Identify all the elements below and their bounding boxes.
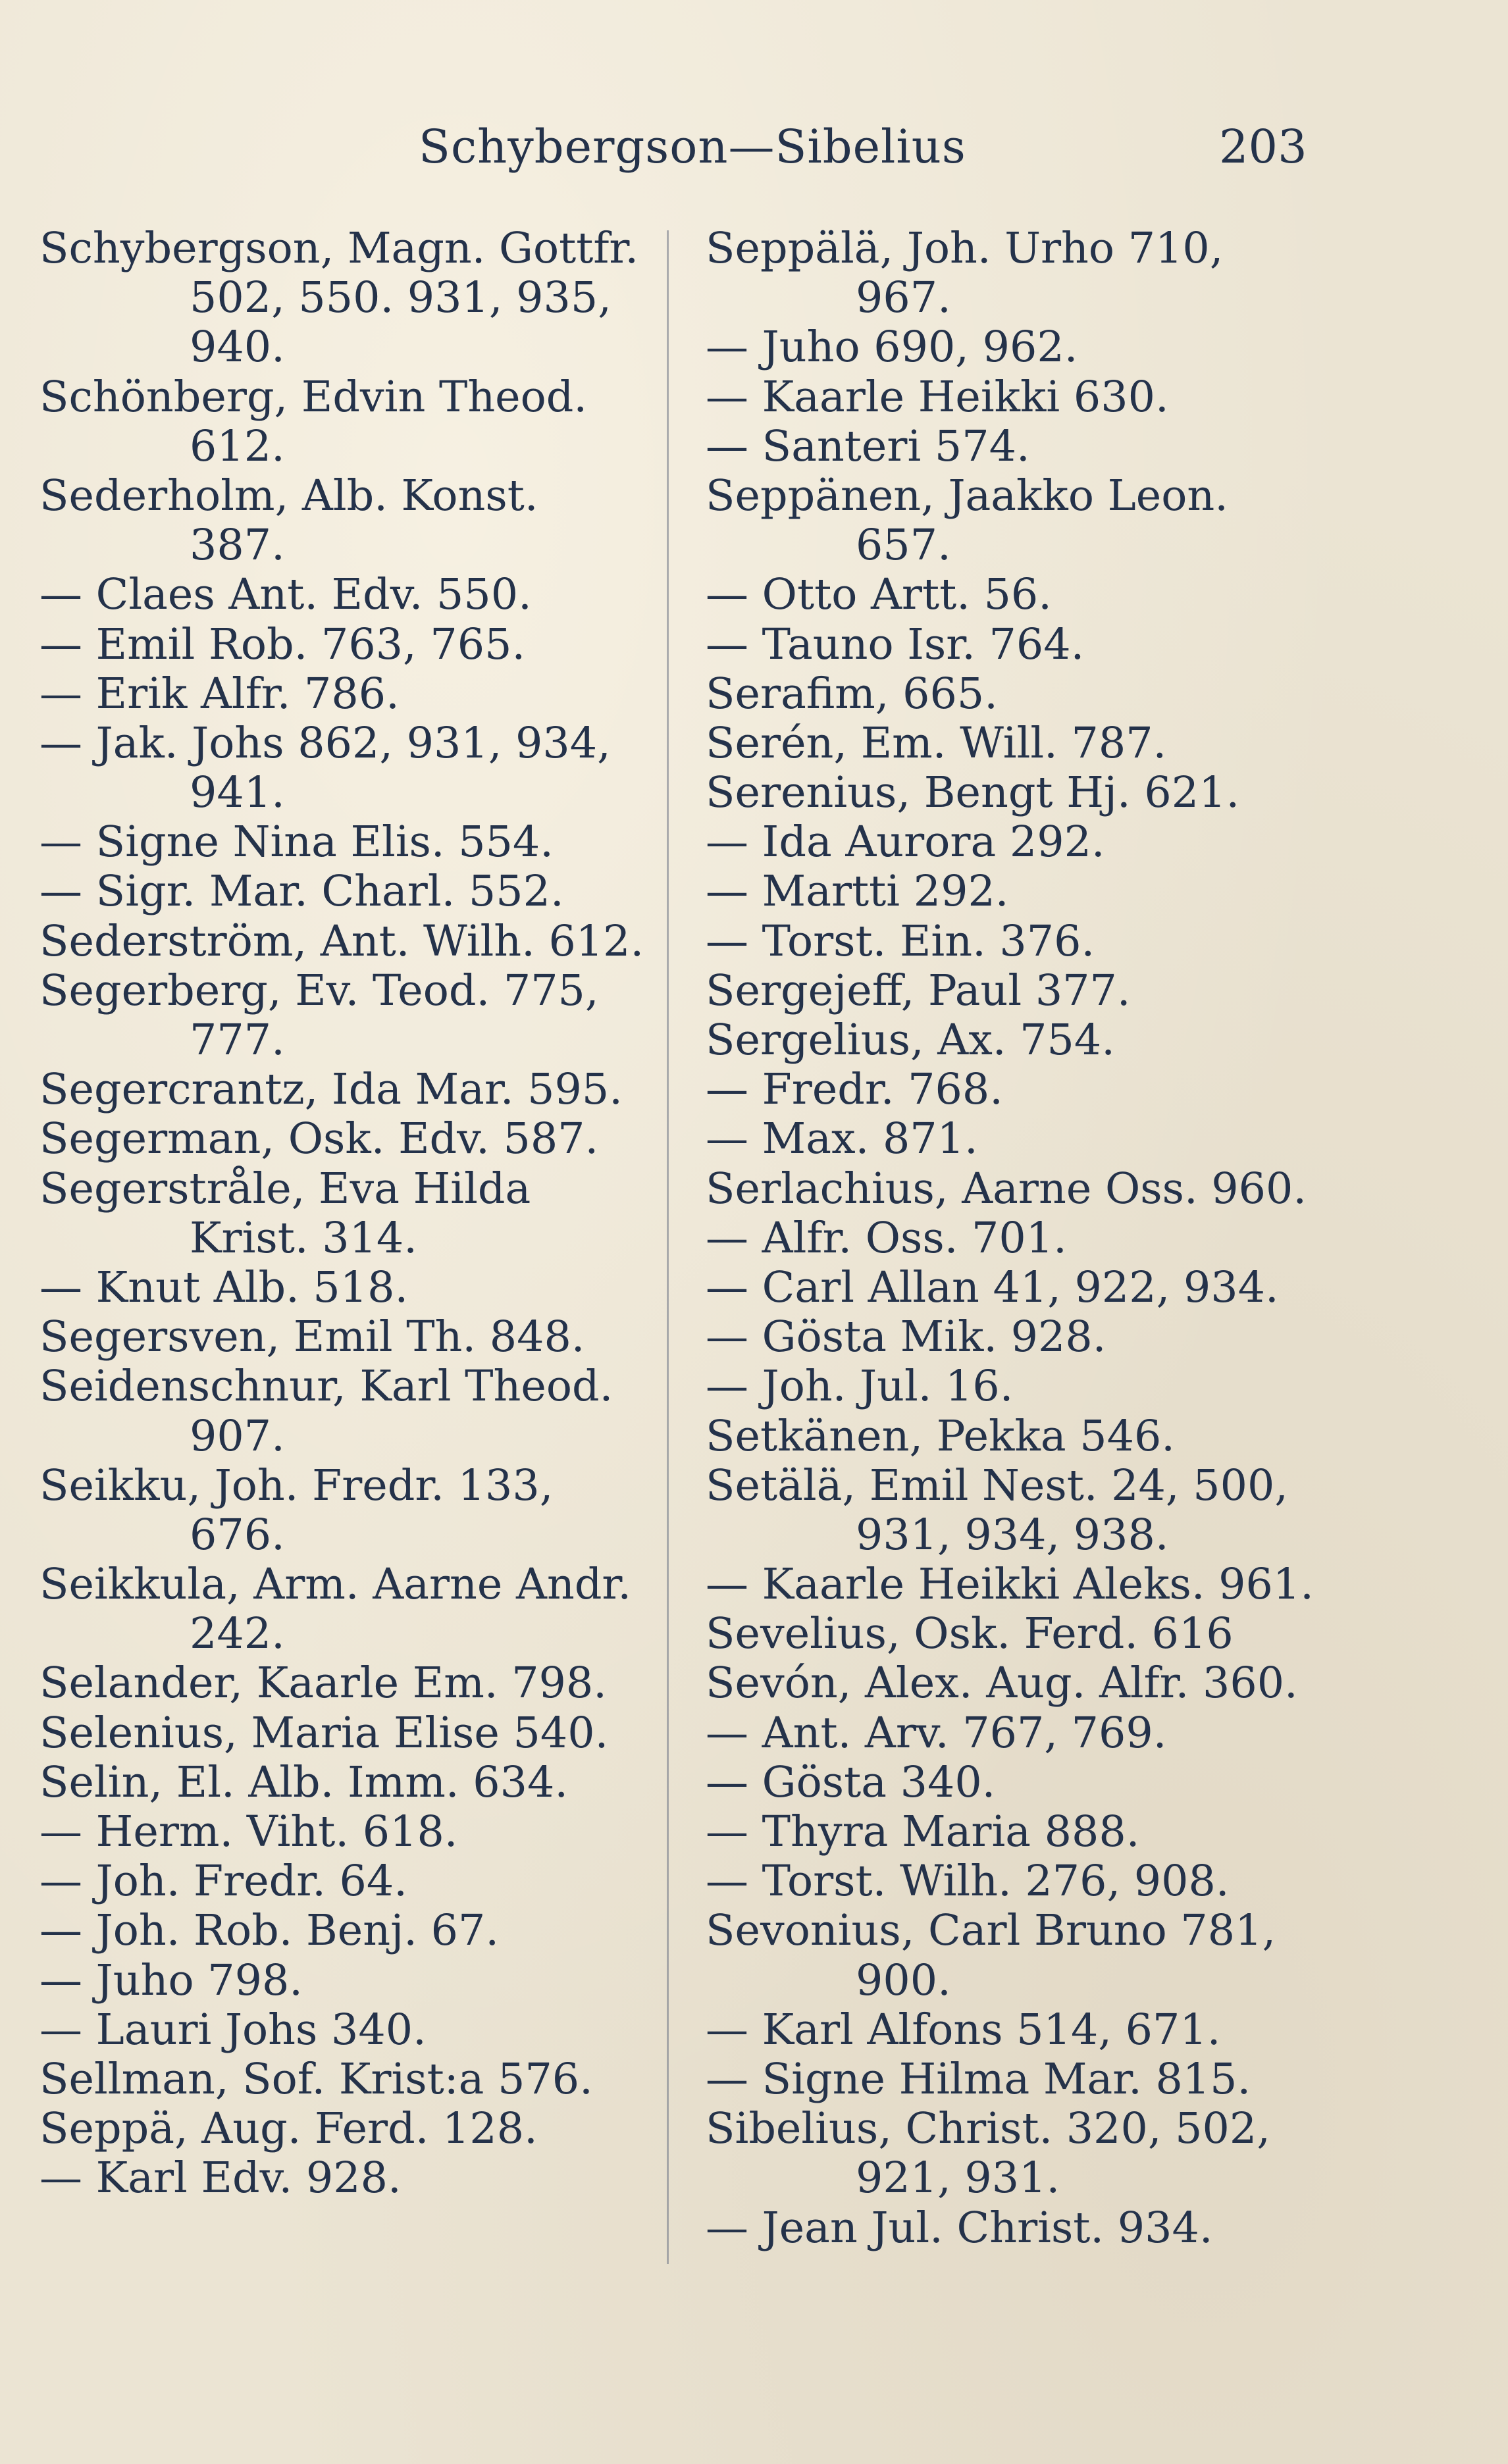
- index-entry: Serenius, Bengt Hj. 621.: [706, 768, 1240, 818]
- index-entry: Sibelius, Christ. 320, 502,: [706, 2104, 1270, 2154]
- index-entry: Segerstråle, Eva Hilda: [39, 1164, 531, 1214]
- index-entry: Segercrantz, Ida Mar. 595.: [39, 1065, 623, 1115]
- index-entry-continuation: 242.: [190, 1609, 285, 1659]
- index-entry: — Joh. Jul. 16.: [706, 1362, 1014, 1412]
- index-entry: Segersven, Emil Th. 848.: [39, 1312, 585, 1362]
- index-entry: — Claes Ant. Edv. 550.: [39, 570, 532, 620]
- index-entry: — Fredr. 768.: [706, 1065, 1003, 1115]
- index-entry: Sederholm, Alb. Konst.: [39, 471, 538, 521]
- index-entry: Schybergson, Magn. Gottfr.: [39, 224, 638, 273]
- index-entry: Sevón, Alex. Aug. Alfr. 360.: [706, 1658, 1298, 1708]
- index-entry: — Carl Allan 41, 922, 934.: [706, 1262, 1279, 1312]
- index-entry: — Signe Hilma Mar. 815.: [706, 2054, 1251, 2104]
- index-entry: Serafim, 665.: [706, 669, 998, 719]
- index-entry: Segerberg, Ev. Teod. 775,: [39, 965, 599, 1015]
- index-entry: Sergejeff, Paul 377.: [706, 965, 1131, 1015]
- index-entry: Segerman, Osk. Edv. 587.: [39, 1114, 599, 1164]
- index-entry: — Emil Rob. 763, 765.: [39, 619, 526, 669]
- left-index-column: [39, 224, 645, 2203]
- index-entry: — Alfr. Oss. 701.: [706, 1213, 1067, 1263]
- index-entry: Schönberg, Edvin Theod.: [39, 372, 588, 422]
- index-entry: — Juho 690, 962.: [706, 322, 1078, 372]
- index-entry: — Sigr. Mar. Charl. 552.: [39, 867, 564, 917]
- index-entry: Sederström, Ant. Wilh. 612.: [39, 916, 644, 966]
- index-entry: — Santeri 574.: [706, 421, 1030, 471]
- index-entry: — Lauri Johs 340.: [39, 2005, 427, 2055]
- index-entry: — Ida Aurora 292.: [706, 817, 1105, 867]
- index-entry-continuation: 900.: [856, 1955, 951, 2005]
- index-entry: — Ant. Arv. 767, 769.: [706, 1708, 1167, 1758]
- index-entry: Sevelius, Osk. Ferd. 616: [706, 1609, 1234, 1659]
- index-entry: — Herm. Viht. 618.: [39, 1807, 458, 1857]
- index-entry-continuation: 931, 934, 938.: [856, 1510, 1169, 1560]
- index-entry: — Jak. Johs 862, 931, 934,: [39, 718, 611, 768]
- index-entry: Selenius, Maria Elise 540.: [39, 1708, 609, 1758]
- index-entry: Seppä, Aug. Ferd. 128.: [39, 2104, 538, 2154]
- index-entry: — Kaarle Heikki Aleks. 961.: [706, 1560, 1314, 1610]
- index-entry-continuation: 657.: [856, 521, 951, 571]
- index-entry: Selander, Kaarle Em. 798.: [39, 1658, 607, 1708]
- index-entry: — Jean Jul. Christ. 934.: [706, 2203, 1213, 2253]
- index-entry: Setälä, Emil Nest. 24, 500,: [706, 1460, 1288, 1510]
- index-entry: Serlachius, Aarne Oss. 960.: [706, 1164, 1307, 1214]
- index-entry: — Tauno Isr. 764.: [706, 619, 1085, 669]
- index-entry-continuation: 921, 931.: [856, 2153, 1060, 2203]
- index-entry: — Karl Edv. 928.: [39, 2153, 402, 2203]
- index-entry: Seppänen, Jaakko Leon.: [706, 471, 1228, 521]
- index-entry: Sevonius, Carl Bruno 781,: [706, 1906, 1276, 1956]
- index-entry-continuation: 676.: [190, 1510, 285, 1560]
- index-entry: — Max. 871.: [706, 1114, 978, 1164]
- index-entry-continuation: 941.: [190, 768, 285, 818]
- index-entry: — Torst. Ein. 376.: [706, 916, 1095, 966]
- index-entry-continuation: 967.: [856, 273, 951, 323]
- index-entry: — Joh. Rob. Benj. 67.: [39, 1906, 499, 1956]
- index-entry: — Gösta Mik. 928.: [706, 1312, 1106, 1362]
- index-entry-continuation: 387.: [190, 521, 285, 571]
- index-entry-continuation: 612.: [190, 421, 285, 471]
- running-head: Schybergson—Sibelius: [419, 120, 966, 174]
- page-number: 203: [1219, 120, 1307, 174]
- index-entry: — Torst. Wilh. 276, 908.: [706, 1857, 1230, 1907]
- index-entry-continuation: 502, 550. 931, 935,: [190, 273, 611, 323]
- index-entry: Seikku, Joh. Fredr. 133,: [39, 1460, 554, 1510]
- right-index-column: [706, 224, 1314, 2253]
- index-entry: — Juho 798.: [39, 1955, 303, 2005]
- index-entry-continuation: 907.: [190, 1411, 285, 1461]
- index-entry: — Signe Nina Elis. 554.: [39, 817, 554, 867]
- index-entry: — Otto Artt. 56.: [706, 570, 1052, 620]
- index-entry: — Kaarle Heikki 630.: [706, 372, 1169, 422]
- index-entry: Setkänen, Pekka 546.: [706, 1411, 1175, 1461]
- index-entry: — Karl Alfons 514, 671.: [706, 2005, 1221, 2055]
- index-entry: — Knut Alb. 518.: [39, 1262, 409, 1312]
- index-entry: — Joh. Fredr. 64.: [39, 1857, 407, 1907]
- index-entry: Seikkula, Arm. Aarne Andr.: [39, 1560, 632, 1610]
- index-entry: — Thyra Maria 888.: [706, 1807, 1140, 1857]
- index-entry-continuation: Krist. 314.: [190, 1213, 417, 1263]
- index-entry: Seppälä, Joh. Urho 710,: [706, 224, 1224, 273]
- index-entry-continuation: 940.: [190, 322, 285, 372]
- index-entry: Serén, Em. Will. 787.: [706, 718, 1167, 768]
- index-entry: — Martti 292.: [706, 867, 1009, 917]
- index-entry: — Erik Alfr. 786.: [39, 669, 400, 719]
- index-entry: Sellman, Sof. Krist:a 576.: [39, 2054, 593, 2104]
- index-entry: Sergelius, Ax. 754.: [706, 1015, 1115, 1065]
- index-entry-continuation: 777.: [190, 1015, 285, 1065]
- index-entry: Selin, El. Alb. Imm. 634.: [39, 1757, 568, 1807]
- column-divider: [667, 230, 669, 2264]
- index-entry: — Gösta 340.: [706, 1757, 996, 1807]
- index-entry: Seidenschnur, Karl Theod.: [39, 1362, 613, 1412]
